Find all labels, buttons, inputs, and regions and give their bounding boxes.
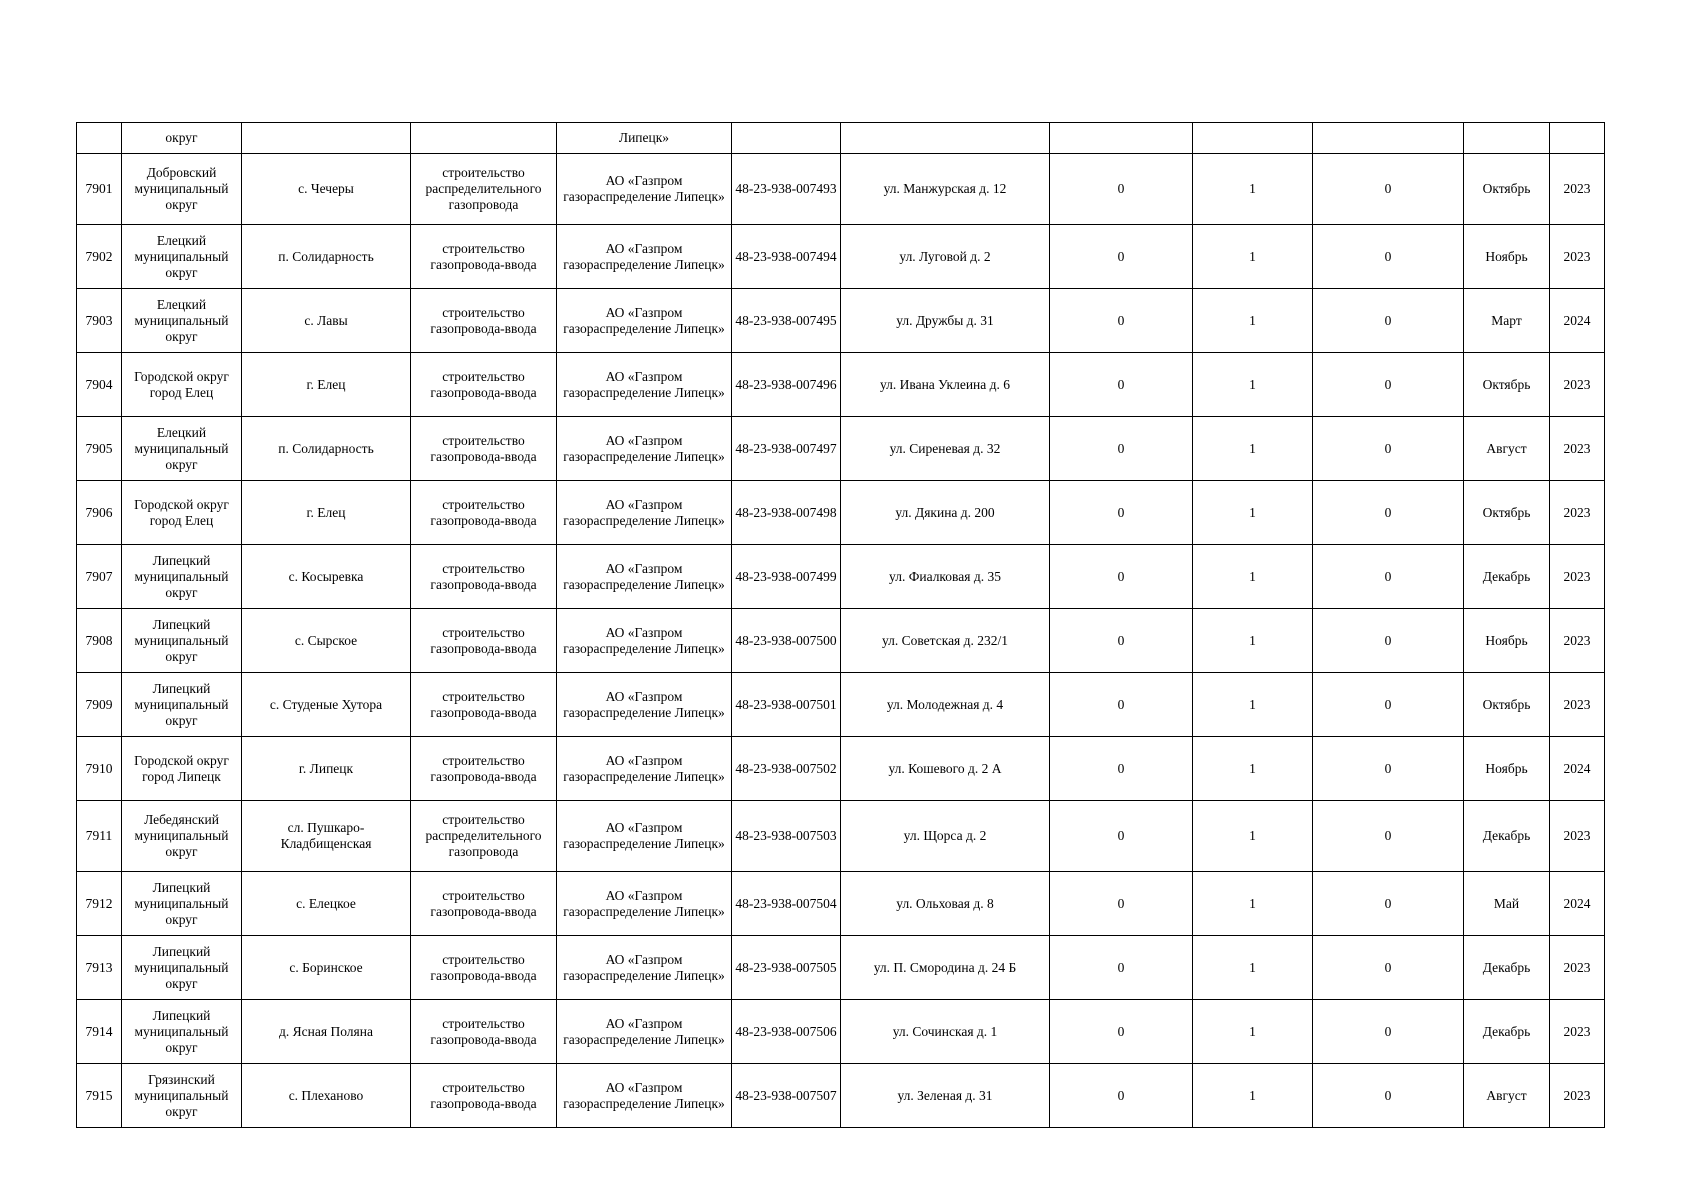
cell-value-2: 1 (1193, 1064, 1313, 1128)
cell-number: 7902 (77, 225, 122, 289)
cell-value-1: 0 (1050, 1000, 1193, 1064)
cell-operator: АО «Газпром газораспределение Липецк» (557, 1064, 732, 1128)
cell-work-type: строительство распределительного газопровода (411, 801, 557, 872)
cell-value-1: 0 (1050, 609, 1193, 673)
cell-operator: АО «Газпром газораспределение Липецк» (557, 801, 732, 872)
table-row (77, 936, 1605, 1000)
cell-operator: АО «Газпром газораспределение Липецк» (557, 545, 732, 609)
cell-address: ул. Фиалковая д. 35 (841, 545, 1050, 609)
cell-settlement: г. Елец (242, 353, 411, 417)
cell-month: Декабрь (1464, 936, 1550, 1000)
table-row (77, 609, 1605, 673)
cell-year: 2023 (1550, 936, 1605, 1000)
cell-work-type: строительство газопровода-ввода (411, 737, 557, 801)
table-row (77, 1000, 1605, 1064)
cell-operator: АО «Газпром газораспределение Липецк» (557, 737, 732, 801)
cell-municipality: Елецкий муниципальный округ (122, 225, 242, 289)
cell-month: Ноябрь (1464, 225, 1550, 289)
cell-settlement (242, 123, 411, 154)
cell-settlement: г. Липецк (242, 737, 411, 801)
cell-application-id: 48-23-938-007505 (732, 936, 841, 1000)
cell-application-id: 48-23-938-007507 (732, 1064, 841, 1128)
table-row (77, 289, 1605, 353)
cell-month: Октябрь (1464, 673, 1550, 737)
cell-value-1 (1050, 123, 1193, 154)
cell-municipality: Елецкий муниципальный округ (122, 289, 242, 353)
cell-value-2: 1 (1193, 225, 1313, 289)
cell-year: 2023 (1550, 545, 1605, 609)
cell-settlement: с. Боринское (242, 936, 411, 1000)
table-row (77, 225, 1605, 289)
cell-value-1: 0 (1050, 289, 1193, 353)
cell-municipality: Елецкий муниципальный округ (122, 417, 242, 481)
cell-value-3: 0 (1313, 609, 1464, 673)
cell-settlement: с. Косыревка (242, 545, 411, 609)
cell-number: 7914 (77, 1000, 122, 1064)
cell-operator: АО «Газпром газораспределение Липецк» (557, 417, 732, 481)
cell-year: 2023 (1550, 673, 1605, 737)
cell-year (1550, 123, 1605, 154)
cell-address: ул. Щорса д. 2 (841, 801, 1050, 872)
cell-operator: АО «Газпром газораспределение Липецк» (557, 289, 732, 353)
cell-address: ул. Ольховая д. 8 (841, 872, 1050, 936)
table-row (77, 417, 1605, 481)
cell-address: ул. Дякина д. 200 (841, 481, 1050, 545)
cell-value-3: 0 (1313, 1064, 1464, 1128)
cell-value-1: 0 (1050, 801, 1193, 872)
cell-municipality: Липецкий муниципальный округ (122, 609, 242, 673)
cell-value-3: 0 (1313, 289, 1464, 353)
cell-year: 2024 (1550, 737, 1605, 801)
cell-value-2: 1 (1193, 154, 1313, 225)
cell-application-id: 48-23-938-007502 (732, 737, 841, 801)
cell-work-type: строительство газопровода-ввода (411, 417, 557, 481)
cell-value-3: 0 (1313, 936, 1464, 1000)
table-row (77, 737, 1605, 801)
cell-value-2: 1 (1193, 673, 1313, 737)
cell-value-2: 1 (1193, 936, 1313, 1000)
cell-number: 7905 (77, 417, 122, 481)
cell-application-id: 48-23-938-007503 (732, 801, 841, 872)
cell-settlement: п. Солидарность (242, 225, 411, 289)
cell-address: ул. Дружбы д. 31 (841, 289, 1050, 353)
cell-operator: АО «Газпром газораспределение Липецк» (557, 353, 732, 417)
cell-address: ул. Советская д. 232/1 (841, 609, 1050, 673)
cell-year: 2024 (1550, 289, 1605, 353)
cell-application-id: 48-23-938-007499 (732, 545, 841, 609)
cell-operator: АО «Газпром газораспределение Липецк» (557, 936, 732, 1000)
cell-number (77, 123, 122, 154)
cell-application-id: 48-23-938-007498 (732, 481, 841, 545)
cell-address: ул. Зеленая д. 31 (841, 1064, 1050, 1128)
cell-address: ул. Манжурская д. 12 (841, 154, 1050, 225)
cell-month: Октябрь (1464, 481, 1550, 545)
cell-month: Ноябрь (1464, 737, 1550, 801)
cell-value-2: 1 (1193, 801, 1313, 872)
cell-work-type: строительство газопровода-ввода (411, 481, 557, 545)
cell-work-type: строительство газопровода-ввода (411, 545, 557, 609)
cell-operator: АО «Газпром газораспределение Липецк» (557, 609, 732, 673)
table-row (77, 801, 1605, 872)
cell-value-3: 0 (1313, 154, 1464, 225)
cell-month: Ноябрь (1464, 609, 1550, 673)
cell-year: 2023 (1550, 801, 1605, 872)
cell-address: ул. Ивана Уклеина д. 6 (841, 353, 1050, 417)
cell-value-2: 1 (1193, 609, 1313, 673)
cell-number: 7904 (77, 353, 122, 417)
cell-operator: АО «Газпром газораспределение Липецк» (557, 154, 732, 225)
cell-value-1: 0 (1050, 225, 1193, 289)
cell-number: 7915 (77, 1064, 122, 1128)
cell-month: Октябрь (1464, 154, 1550, 225)
cell-work-type: строительство газопровода-ввода (411, 872, 557, 936)
cell-value-3 (1313, 123, 1464, 154)
cell-work-type: строительство газопровода-ввода (411, 289, 557, 353)
cell-municipality: Городской округ город Липецк (122, 737, 242, 801)
cell-settlement: с. Сырское (242, 609, 411, 673)
cell-work-type: строительство газопровода-ввода (411, 225, 557, 289)
cell-application-id: 48-23-938-007501 (732, 673, 841, 737)
cell-number: 7906 (77, 481, 122, 545)
cell-value-1: 0 (1050, 936, 1193, 1000)
cell-value-1: 0 (1050, 545, 1193, 609)
cell-year: 2023 (1550, 1064, 1605, 1128)
cell-municipality: Добровский муниципальный округ (122, 154, 242, 225)
cell-application-id: 48-23-938-007504 (732, 872, 841, 936)
cell-operator: АО «Газпром газораспределение Липецк» (557, 481, 732, 545)
table-row (77, 872, 1605, 936)
cell-work-type: строительство распределительного газопровода (411, 154, 557, 225)
cell-month: Декабрь (1464, 801, 1550, 872)
cell-number: 7901 (77, 154, 122, 225)
cell-number: 7910 (77, 737, 122, 801)
cell-number: 7912 (77, 872, 122, 936)
cell-address (841, 123, 1050, 154)
cell-municipality: Грязинский муниципальный округ (122, 1064, 242, 1128)
cell-year: 2023 (1550, 225, 1605, 289)
cell-year: 2023 (1550, 481, 1605, 545)
cell-settlement: г. Елец (242, 481, 411, 545)
cell-number: 7907 (77, 545, 122, 609)
cell-application-id: 48-23-938-007497 (732, 417, 841, 481)
cell-work-type: строительство газопровода-ввода (411, 1064, 557, 1128)
cell-number: 7909 (77, 673, 122, 737)
cell-address: ул. П. Смородина д. 24 Б (841, 936, 1050, 1000)
cell-settlement: п. Солидарность (242, 417, 411, 481)
table-body (77, 123, 1605, 1128)
cell-value-1: 0 (1050, 154, 1193, 225)
cell-value-2 (1193, 123, 1313, 154)
cell-settlement: с. Студеные Хутора (242, 673, 411, 737)
cell-municipality: Липецкий муниципальный округ (122, 673, 242, 737)
cell-application-id: 48-23-938-007494 (732, 225, 841, 289)
cell-year: 2023 (1550, 1000, 1605, 1064)
cell-month: Декабрь (1464, 545, 1550, 609)
cell-value-2: 1 (1193, 417, 1313, 481)
cell-value-1: 0 (1050, 417, 1193, 481)
cell-year: 2023 (1550, 154, 1605, 225)
cell-value-1: 0 (1050, 737, 1193, 801)
cell-application-id: 48-23-938-007493 (732, 154, 841, 225)
cell-value-3: 0 (1313, 1000, 1464, 1064)
cell-operator: АО «Газпром газораспределение Липецк» (557, 673, 732, 737)
cell-value-1: 0 (1050, 1064, 1193, 1128)
cell-operator: АО «Газпром газораспределение Липецк» (557, 1000, 732, 1064)
cell-municipality: Липецкий муниципальный округ (122, 872, 242, 936)
cell-municipality: Липецкий муниципальный округ (122, 1000, 242, 1064)
cell-work-type: строительство газопровода-ввода (411, 1000, 557, 1064)
cell-application-id: 48-23-938-007496 (732, 353, 841, 417)
cell-municipality: Липецкий муниципальный округ (122, 936, 242, 1000)
cell-number: 7913 (77, 936, 122, 1000)
cell-value-2: 1 (1193, 353, 1313, 417)
cell-settlement: д. Ясная Поляна (242, 1000, 411, 1064)
cell-year: 2023 (1550, 609, 1605, 673)
cell-value-2: 1 (1193, 1000, 1313, 1064)
cell-application-id: 48-23-938-007500 (732, 609, 841, 673)
table-row (77, 545, 1605, 609)
cell-address: ул. Сочинская д. 1 (841, 1000, 1050, 1064)
table-row (77, 1064, 1605, 1128)
cell-settlement: с. Лавы (242, 289, 411, 353)
cell-municipality: Городской округ город Елец (122, 481, 242, 545)
cell-value-1: 0 (1050, 872, 1193, 936)
cell-month: Август (1464, 417, 1550, 481)
cell-operator: АО «Газпром газораспределение Липецк» (557, 225, 732, 289)
cell-month: Август (1464, 1064, 1550, 1128)
cell-settlement: с. Елецкое (242, 872, 411, 936)
cell-work-type: строительство газопровода-ввода (411, 673, 557, 737)
cell-month (1464, 123, 1550, 154)
cell-value-1: 0 (1050, 353, 1193, 417)
cell-settlement: сл. Пушкаро-Кладбищенская (242, 801, 411, 872)
cell-number: 7908 (77, 609, 122, 673)
cell-work-type: строительство газопровода-ввода (411, 936, 557, 1000)
cell-municipality: Лебедянский муниципальный округ (122, 801, 242, 872)
cell-value-3: 0 (1313, 673, 1464, 737)
document-page (76, 122, 1604, 1128)
cell-work-type (411, 123, 557, 154)
cell-application-id: 48-23-938-007495 (732, 289, 841, 353)
cell-work-type: строительство газопровода-ввода (411, 353, 557, 417)
cell-year: 2023 (1550, 417, 1605, 481)
cell-application-id: 48-23-938-007506 (732, 1000, 841, 1064)
cell-value-3: 0 (1313, 737, 1464, 801)
cell-address: ул. Сиреневая д. 32 (841, 417, 1050, 481)
table-row (77, 673, 1605, 737)
cell-value-2: 1 (1193, 481, 1313, 545)
cell-address: ул. Кошевого д. 2 А (841, 737, 1050, 801)
cell-value-3: 0 (1313, 801, 1464, 872)
cell-value-2: 1 (1193, 872, 1313, 936)
cell-operator: Липецк» (557, 123, 732, 154)
cell-settlement: с. Плеханово (242, 1064, 411, 1128)
table-row (77, 353, 1605, 417)
cell-value-3: 0 (1313, 872, 1464, 936)
cell-month: Март (1464, 289, 1550, 353)
cell-number: 7911 (77, 801, 122, 872)
cell-application-id (732, 123, 841, 154)
cell-month: Декабрь (1464, 1000, 1550, 1064)
cell-year: 2023 (1550, 353, 1605, 417)
cell-address: ул. Луговой д. 2 (841, 225, 1050, 289)
cell-number: 7903 (77, 289, 122, 353)
cell-operator: АО «Газпром газораспределение Липецк» (557, 872, 732, 936)
cell-settlement: с. Чечеры (242, 154, 411, 225)
cell-value-1: 0 (1050, 673, 1193, 737)
cell-value-3: 0 (1313, 481, 1464, 545)
cell-municipality: Липецкий муниципальный округ (122, 545, 242, 609)
cell-month: Май (1464, 872, 1550, 936)
cell-value-2: 1 (1193, 289, 1313, 353)
table-row-continuation (77, 123, 1605, 154)
cell-value-3: 0 (1313, 417, 1464, 481)
cell-year: 2024 (1550, 872, 1605, 936)
cell-work-type: строительство газопровода-ввода (411, 609, 557, 673)
table-row (77, 481, 1605, 545)
cell-value-3: 0 (1313, 545, 1464, 609)
cell-value-3: 0 (1313, 225, 1464, 289)
cell-month: Октябрь (1464, 353, 1550, 417)
cell-value-2: 1 (1193, 737, 1313, 801)
table-row (77, 154, 1605, 225)
gas-connection-table (76, 122, 1605, 1128)
cell-address: ул. Молодежная д. 4 (841, 673, 1050, 737)
cell-municipality: округ (122, 123, 242, 154)
cell-value-2: 1 (1193, 545, 1313, 609)
cell-municipality: Городской округ город Елец (122, 353, 242, 417)
cell-value-3: 0 (1313, 353, 1464, 417)
cell-value-1: 0 (1050, 481, 1193, 545)
